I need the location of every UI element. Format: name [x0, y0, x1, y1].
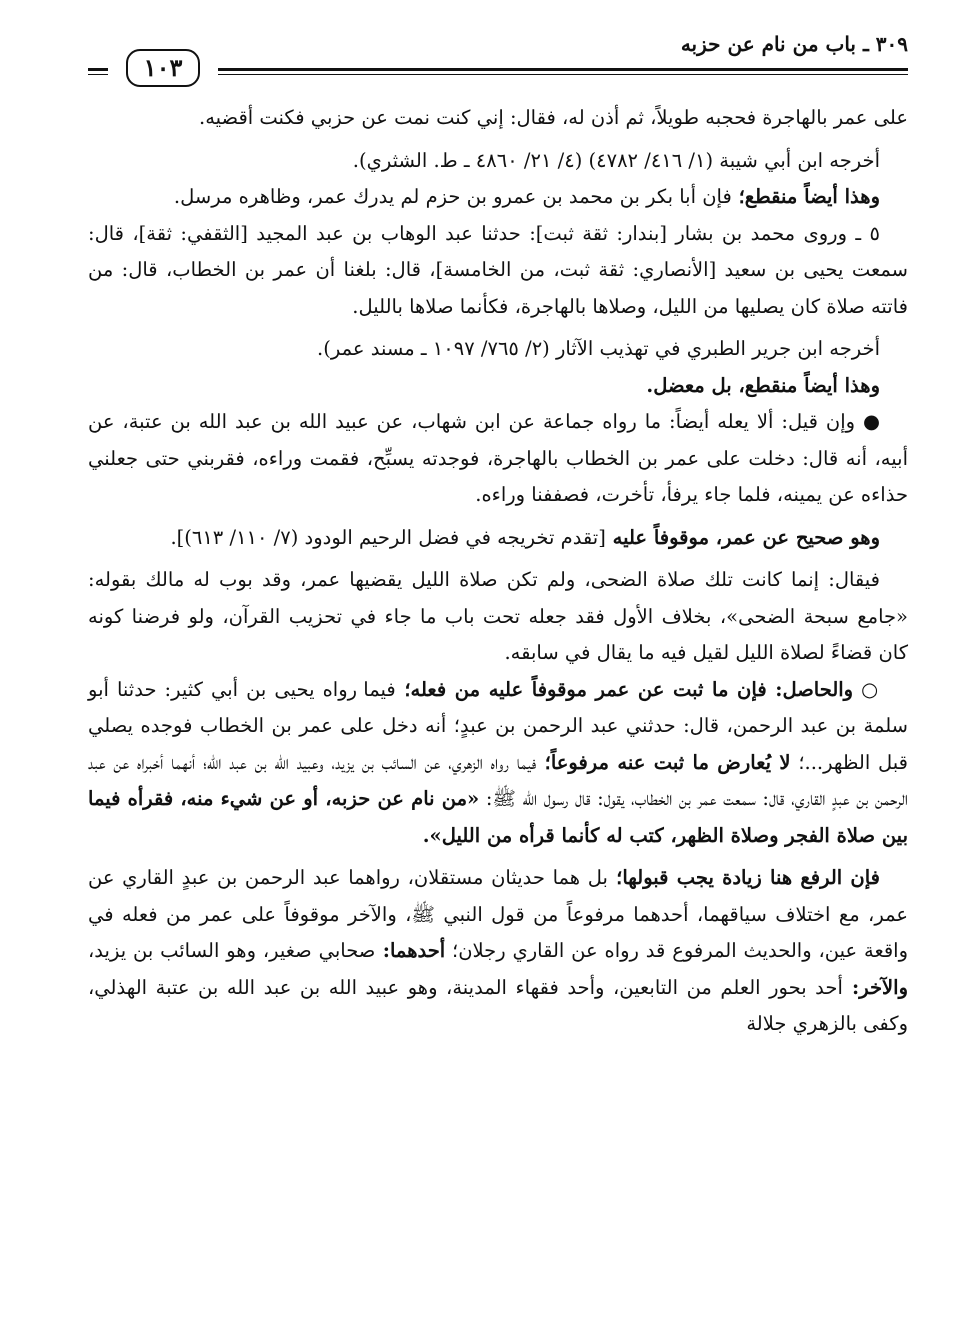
book-page — [88, 22, 908, 1322]
text-run: أحد بحور العلم من التابعين، وأحد فقهاء المدينة، وهو عبيد الله بن عبد الله بن عتبة الهذلي، وكفى بالزهري جلالة — [88, 975, 908, 1035]
text-run: ● وإن قيل: ألا يعله أيضاً: ما رواه جماعة عن ابن شهاب، عن عبيد الله بن عبد الله بن عتبة، عن أبيه، أنه قال: دخلت على عمر بن الخطاب بالهاجرة، فوجدته يسبِّح، فقمت وراءه، فقربني حتى جعلني حذاءه عن يمينه، فلما جاء يرفأ، تأخرت، فصففنا وراءه. — [88, 410, 908, 506]
paragraph — [88, 672, 908, 855]
paragraph — [88, 404, 908, 514]
text-run: أخرجه ابن أبي شيبة (١/ ٤١٦/ ٤٧٨٢) (٤/ ٢١/ ٤٨٦٠ ـ ط. الشثري). — [352, 148, 880, 172]
paragraph — [88, 100, 908, 137]
bold-text: وهذا أيضاً منقطع، بل معضل. — [646, 373, 880, 397]
text-run: [تقدم تخريجه في فضل الرحيم الودود (٧/ ١١٠/ ٦١٣)]. — [170, 525, 606, 549]
bold-text: وهو صحيح عن عمر، موقوفاً عليه — [605, 525, 880, 549]
bold-text: وهذا أيضاً منقطع؛ — [731, 185, 880, 208]
page-header — [88, 22, 908, 82]
paragraph — [88, 368, 908, 405]
paragraph — [88, 143, 908, 180]
text-run: فإن أبا بكر بن محمد بن عمرو بن حزم لم يدرك عمر، وظاهره مرسل. — [173, 185, 732, 208]
text-run: فيقال: إنما كانت تلك صلاة الضحى، ولم تكن صلاة الليل يقضيها عمر، وقد بوب له مالك بقوله: «جامع سبحة الضحى»، بخلاف الأول فقد جعله تحت باب ما جاء في تحزيب القرآن، ولو فرضنا كونه كان قضاءً لصلاة الليل لقيل فيه ما يقال في سابقه. — [88, 568, 908, 664]
text-run: ٥ ـ وروى محمد بن بشار [بندار: ثقة ثبت]: حدثنا عبد الوهاب بن عبد المجيد [الثقفي: ثقة]، قال: سمعت يحيى بن سعيد [الأنصاري: ثقة ثبت، من الخامسة]، قال: بلغنا أن عمر بن الخطاب، قال: من فاتته صلاة كان يصليها من الليل، وصلاها بالهاجرة، فكأنما صلاها بالليل. — [88, 221, 908, 318]
bold-text: لا يُعارض ما ثبت عنه مرفوعاً؛ — [536, 750, 791, 774]
running-title: ٣٠٩ ـ باب من نام عن حزبه — [680, 32, 908, 56]
bold-text: والحاصل: فإن ما ثبت عن عمر موقوفاً عليه من فعله؛ — [395, 677, 854, 701]
bold-text: والآخر: — [842, 975, 908, 999]
text-run: أخرجه ابن جرير الطبري في تهذيب الآثار (٢/ ٧٦٥/ ١٠٩٧ ـ مسند عمر). — [317, 337, 880, 360]
bold-text: أحدهما: — [375, 939, 446, 962]
paragraph — [88, 216, 908, 326]
text-run: فيما رواه يحيى بن أبي كثير: حدثنا أبو سلمة بن عبد الرحمن، قال: حدثني عبد الرحمن بن عبدٍ؛ أنه دخل على عمر بن الخطاب فوجده يصلي قبل الظهر...؛ — [88, 677, 908, 774]
paragraph — [88, 179, 908, 216]
bold-text: فإن الرفع هنا زيادة يجب قبولها؛ — [607, 866, 880, 889]
paragraph — [88, 562, 908, 672]
text-run: ○ — [853, 677, 880, 701]
text-run: بل هما حديثان مستقلان، رواهما عبد الرحمن بن عبدٍ القاري عن عمر، مع اختلاف سياقهما، أحدهما مرفوعاً من قول النبي ﷺ، والآخر موقوفاً على عمر من فعله في واقعة عين، والحديث المرفوع قد رواه عن القاري رجلان؛ — [88, 866, 909, 962]
paragraph — [88, 520, 908, 557]
page-number: ١٠٣ — [126, 49, 201, 87]
page-number-badge — [108, 48, 218, 88]
text-run: على عمر بالهاجرة فحجبه طويلاً، ثم أذن له، فقال: إني كنت نمت عن حزبي فكنت أقضيه. — [199, 106, 908, 129]
text-run: صحابي صغير، وهو السائب بن يزيد، — [88, 939, 376, 962]
text-run: فيما رواه الزهري، عن السائب بن يزيد، وعبيد الله بن عبد الله؛ أنهما أخبراه عن عبد الرحمن بن عبدٍ القاري، قال: سمعت عمر بن الخطاب، يقول: قال رسول الله ﷺ: — [88, 750, 909, 810]
bold-text: «من نام عن حزبه، أو عن شيء منه، فقرأه فيما بين صلاة الفجر وصلاة الظهر، كتب له كأنما قرأه من الليل». — [88, 787, 908, 847]
page-body — [88, 100, 908, 1043]
paragraph — [88, 331, 908, 368]
paragraph — [88, 860, 908, 1043]
